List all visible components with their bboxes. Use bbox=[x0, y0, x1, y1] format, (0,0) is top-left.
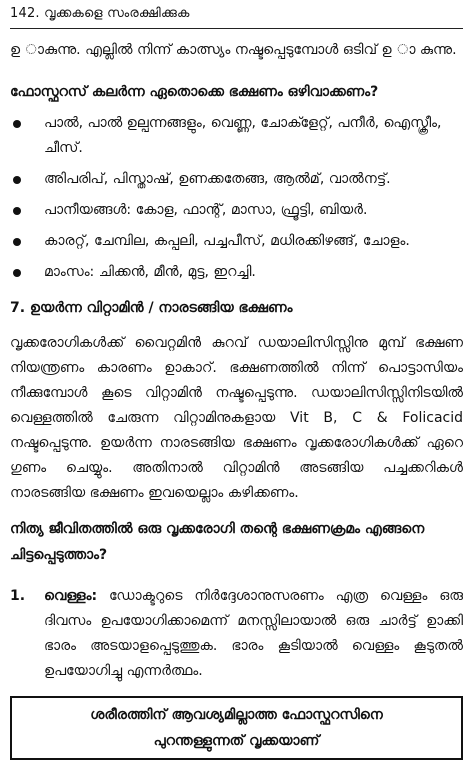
list-item-text: കാരറ്റ്, ചേമ്പില, കപ്പലി, പച്ചപീസ്, മധിരക്കിഴങ്ങ്, ചോളം. bbox=[44, 233, 410, 249]
bullet-icon bbox=[13, 176, 21, 184]
section-7-heading: 7. ഉയർന്ന വിറ്റാമിൻ / നാരടങ്ങിയ ഭക്ഷണം bbox=[10, 300, 293, 316]
list-item bbox=[10, 229, 463, 254]
item-number: 1. bbox=[10, 588, 26, 604]
phosphorus-food-list bbox=[10, 111, 463, 285]
bullet-icon bbox=[13, 269, 21, 277]
callout-line-1: ശരീരത്തിന് ആവശ്യമില്ലാത്ത ഫോസ്ഫറസിനെ bbox=[90, 707, 383, 723]
daily-diet-heading: നിത്യ ജീവിതത്തിൽ ഒരു വൃക്കരോഗി തന്റെ ഭക്ഷണക്രമം എങ്ങനെ ചിട്ടപ്പെടുത്താം? bbox=[10, 521, 425, 563]
water-item-body: ഡോക്ടറുടെ നിർദ്ദേശാനുസരണം എത്ര വെള്ളം ഒരു ദിവസം ഉപയോഗിക്കാമെന്ന് മനസ്സിലായാൽ ഒരു ചാർട്ട് ഉാക്കി ഭാരം അടയാളപ്പെടുത്തുക. ഭാരം കൂടിയാൽ വെള്ളം കൂടുതൽ ഉപയോഗിച്ചു എന്നർത്ഥം. bbox=[44, 588, 463, 679]
bullet-icon bbox=[13, 120, 21, 128]
page-content bbox=[10, 38, 463, 760]
callout-box bbox=[10, 696, 463, 760]
water-item bbox=[10, 584, 463, 684]
bullet-icon bbox=[13, 238, 21, 246]
intro-paragraph: ഉ ാകുന്നു. എല്ലിൽ നിന്ന് കാത്സ്യം നഷ്ടപ്പെടുമ്പോൾ ഒടിവ് ഉ ാ കുന്നു. bbox=[10, 42, 457, 58]
water-item-text bbox=[44, 584, 463, 684]
header-rule bbox=[10, 28, 463, 29]
water-item-label: വെള്ളം: bbox=[44, 588, 98, 604]
list-item bbox=[10, 111, 463, 161]
list-item-text: പാൽ, പാൽ ഉല്പന്നങ്ങളും, വെണ്ണ, ചോക്ളേറ്റ്, പനീർ, ഐസ്ക്രീം, ചീസ്. bbox=[44, 115, 442, 156]
phosphorus-heading: ഫോസ്ഫറസ് കലർന്ന ഏതൊക്കെ ഭക്ഷണം ഒഴിവാക്കണം? bbox=[10, 84, 379, 100]
list-item-text: മാംസം: ചിക്കൻ, മീൻ, മുട്ട, ഇറച്ചി. bbox=[44, 264, 256, 280]
list-item-text: അിപരിപ്, പിസ്താഷ്, ഉണക്കതേങ്ങ, ആൽമ്, വാൽനട്ട്. bbox=[44, 171, 391, 187]
list-item bbox=[10, 167, 463, 192]
callout-line-2: പുറന്തള്ളുന്നത് വൃക്കയാണ് bbox=[153, 733, 320, 749]
running-header: 142. വൃക്കകളെ സംരക്ഷിക്കുക bbox=[10, 6, 190, 21]
list-item bbox=[10, 260, 463, 285]
section-7-paragraph: വൃക്കരോഗികൾക്ക് വൈറ്റമിൻ കുറവ് ഡയാലിസിസ്സിനു മുമ്പ് ഭക്ഷണ നിയന്ത്രണം കാരണം ഉാകാറ്. ഭക്ഷണത്തിൽ നിന്ന് പൊട്ടാസിയം നീക്കുമ്പോൾ കൂടെ വിറ്റാമിൻ നഷ്ടപ്പെടുന്നു. ഡയാലിസിസ്സിനിടയിൽ വെള്ളത്തിൽ ചേരുന്ന വിറ്റാമിനുകളായ Vit B, C & Folicacid നഷ്ടപ്പെടുന്നു. ഉയർന്ന നാരടങ്ങിയ ഭക്ഷണം വൃക്കരോഗികൾക്ക് ഏറെ ഗുണം ചെയ്യും. അതിനാൽ വിറ്റാമിൻ അടങ്ങിയ പച്ചക്കറികൾ നാരടങ്ങിയ ഭക്ഷണം ഇവയെല്ലാം കഴിക്കണം. bbox=[10, 335, 463, 501]
list-item-text: പാനീയങ്ങൾ: കോള, ഫാന്റ്, മാസാ, ഫ്രൂട്ടി, ബിയർ. bbox=[44, 202, 368, 218]
list-item bbox=[10, 198, 463, 223]
bullet-icon bbox=[13, 207, 21, 215]
